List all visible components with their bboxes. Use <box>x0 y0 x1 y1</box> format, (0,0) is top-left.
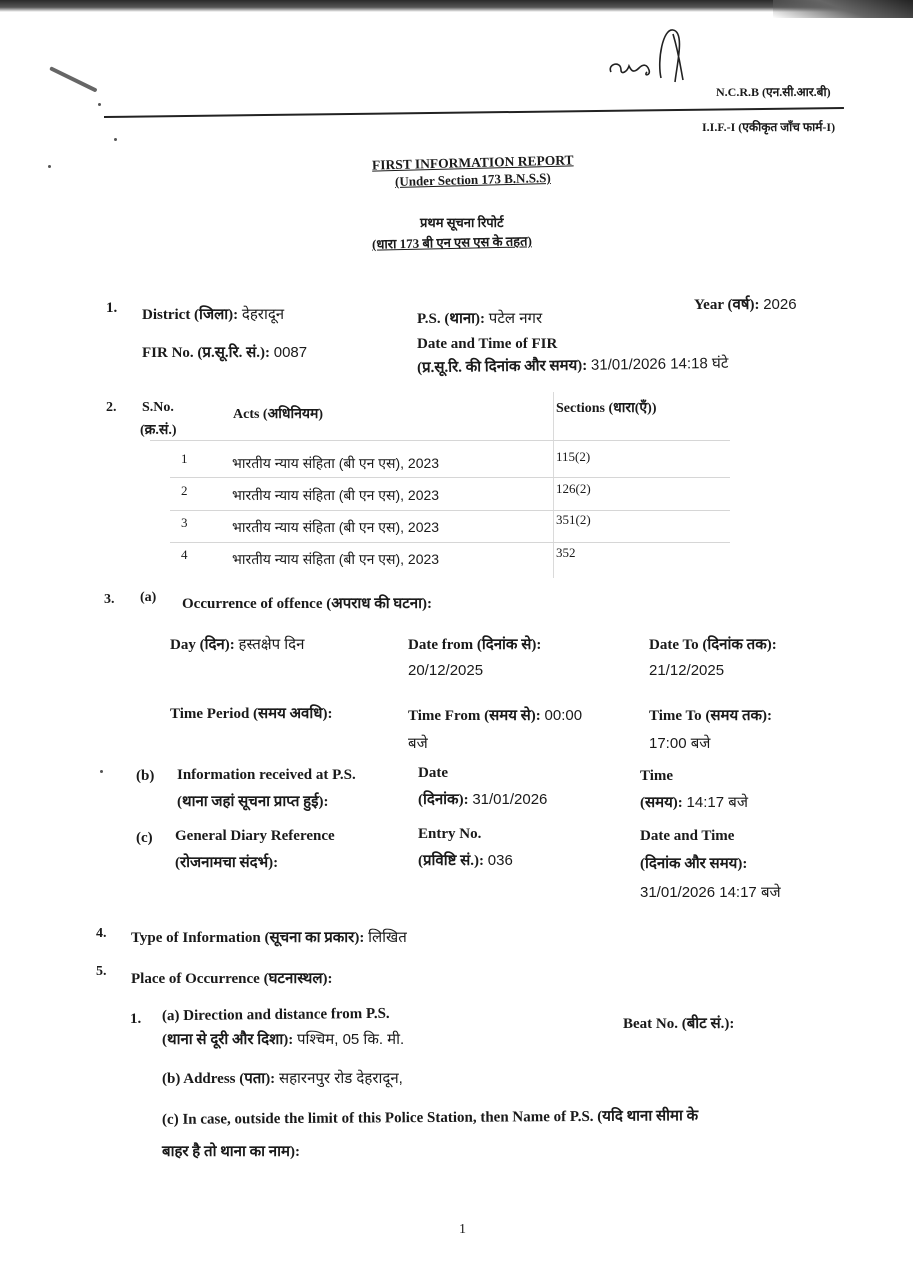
place-sub-number: 1. <box>130 1011 142 1027</box>
fir-datetime-label-en: Date and Time of FIR <box>417 336 558 352</box>
time-period-label: Time Period (समय अवधि): <box>170 706 333 722</box>
direction-label-en: (a) Direction and distance from P.S. <box>161 1005 390 1025</box>
photo-background-edge-right <box>773 0 913 18</box>
row-section: 115(2) <box>556 449 591 464</box>
section-number: 3. <box>104 592 115 607</box>
entry-no-label-hi: (प्रविष्टि सं.): <box>418 853 485 869</box>
subsection-c: (c) <box>136 830 153 846</box>
direction-field <box>162 1029 404 1049</box>
year-value: 2026 <box>763 296 797 313</box>
section-number: 4. <box>96 926 107 941</box>
row-sno: 4 <box>181 547 188 562</box>
time-from-field <box>408 705 582 725</box>
address-field <box>162 1068 403 1088</box>
received-time-label-en: Time <box>640 768 674 784</box>
table-divider <box>170 510 730 511</box>
time-from-label: Time From (समय से): <box>408 708 541 724</box>
time-from-suffix: बजे <box>408 735 428 752</box>
district-field <box>142 304 284 324</box>
received-date-field <box>418 789 547 809</box>
gd-datetime-label-hi: (दिनांक और समय): <box>640 856 748 872</box>
subsection-a: (a) <box>140 590 157 605</box>
day-field <box>170 634 304 654</box>
header-divider <box>104 107 844 118</box>
gd-datetime-value: 31/01/2026 14:17 बजे <box>640 884 781 901</box>
table-divider <box>170 477 730 478</box>
received-date-label-en: Date <box>418 765 448 781</box>
ncrb-label: N.C.R.B (एन.सी.आर.बी) <box>716 85 831 99</box>
report-title-hindi: प्रथम सूचना रिपोर्ट <box>420 215 504 230</box>
entry-no-value: 036 <box>487 852 513 869</box>
entry-no-field <box>418 850 513 870</box>
speck <box>100 770 103 773</box>
row-section: 126(2) <box>556 481 591 496</box>
address-value: सहारनपुर रोड देहरादून, <box>278 1070 403 1087</box>
speck <box>114 138 117 141</box>
address-label: (b) Address (पता): <box>162 1071 276 1087</box>
date-to-value: 21/12/2025 <box>649 662 725 679</box>
fir-number-label: FIR No. (प्र.सू.रि. सं.): <box>142 345 270 361</box>
row-act: भारतीय न्याय संहिता (बी एन एस), 2023 <box>232 487 440 503</box>
direction-label-hi: (थाना से दूरी और दिशा): <box>162 1032 294 1048</box>
section-number: 5. <box>96 964 107 979</box>
gd-reference-label-hi: (रोजनामचा संदर्भ): <box>175 855 279 871</box>
section-number: 1. <box>106 300 118 316</box>
pen-mark <box>49 66 97 92</box>
page-number: 1 <box>459 1222 466 1237</box>
sections-header: Sections (धारा(एँ)) <box>556 401 657 416</box>
time-to-value: 17:00 बजे <box>649 735 711 752</box>
district-value: देहरादून <box>241 306 285 323</box>
sno-header-hindi: (क्र.सं.) <box>140 423 177 438</box>
gd-reference-label-en: General Diary Reference <box>175 828 335 844</box>
subsection-b: (b) <box>136 768 155 784</box>
row-section: 352 <box>556 545 576 560</box>
date-to-label: Date To (दिनांक तक): <box>649 637 777 653</box>
row-sno: 2 <box>181 483 188 498</box>
row-sno: 1 <box>181 451 188 466</box>
acts-header: Acts (अधिनियम) <box>233 407 324 422</box>
info-type-value: लिखित <box>368 929 407 946</box>
year-field <box>694 294 797 314</box>
fir-number-value: 0087 <box>273 344 308 361</box>
row-section: 351(2) <box>556 512 591 527</box>
report-subtitle: (Under Section 173 B.N.S.S) <box>394 169 551 190</box>
report-title: FIRST INFORMATION REPORT <box>371 152 574 173</box>
signature <box>603 20 703 90</box>
direction-value: पश्चिम, 05 कि. मी. <box>296 1031 405 1048</box>
speck <box>48 165 51 168</box>
outside-limit-label-cont: बाहर है तो थाना का नाम): <box>162 1144 300 1160</box>
table-divider <box>170 542 730 543</box>
row-act: भारतीय न्याय संहिता (बी एन एस), 2023 <box>232 519 440 535</box>
fir-datetime-label-hi: (प्र.सू.रि. की दिनांक और समय): <box>416 357 588 377</box>
year-label: Year (वर्ष): <box>694 297 760 313</box>
gd-datetime-label-en: Date and Time <box>640 828 735 844</box>
time-from-value: 00:00 <box>544 707 583 724</box>
date-from-value: 20/12/2025 <box>408 662 484 679</box>
fir-datetime-field <box>417 353 729 377</box>
entry-no-label-en: Entry No. <box>418 826 482 842</box>
date-from-label: Date from (दिनांक से): <box>408 637 542 653</box>
occurrence-label: Occurrence of offence (अपराध की घटना): <box>182 596 432 612</box>
row-act: भारतीय न्याय संहिता (बी एन एस), 2023 <box>232 455 440 471</box>
table-divider <box>150 440 730 441</box>
speck <box>98 103 101 106</box>
day-label: Day (दिन): <box>170 637 235 653</box>
iif-label: I.I.F.-I (एकीकृत जाँच फार्म-I) <box>702 120 836 134</box>
received-time-field <box>640 792 748 812</box>
police-station-field <box>417 308 542 328</box>
beat-no-label: Beat No. (बीट सं.): <box>623 1016 735 1032</box>
report-subtitle-hindi: (धारा 173 बी एन एस एस के तहत) <box>371 233 532 252</box>
place-of-occurrence-label: Place of Occurrence (घटनास्थल): <box>131 971 333 987</box>
received-time-label-hi: (समय): <box>640 795 683 811</box>
info-type-field <box>131 927 407 947</box>
police-station-value: पटेल नगर <box>488 310 543 327</box>
fir-number-field <box>142 342 307 362</box>
section-number: 2. <box>106 400 117 415</box>
row-sno: 3 <box>181 515 188 530</box>
district-label: District (जिला): <box>142 307 239 323</box>
time-to-label: Time To (समय तक): <box>649 708 773 724</box>
fir-datetime-value: 31/01/2026 14:18 घंटे <box>590 354 729 374</box>
received-time-value: 14:17 बजे <box>686 794 748 811</box>
info-type-label: Type of Information (सूचना का प्रकार): <box>131 930 365 946</box>
outside-limit-label: (c) In case, outside the limit of this Police Station, then Name of P.S. (यदि थाना सीमा के <box>161 1108 699 1128</box>
police-station-label: P.S. (थाना): <box>417 311 486 327</box>
row-act: भारतीय न्याय संहिता (बी एन एस), 2023 <box>232 551 440 567</box>
table-divider <box>553 392 554 578</box>
received-date-value: 31/01/2026 <box>472 791 548 808</box>
sno-header: S.No. <box>142 400 174 415</box>
info-received-label-hi: (थाना जहां सूचना प्राप्त हुई): <box>177 794 329 810</box>
received-date-label-hi: (दिनांक): <box>418 792 469 808</box>
info-received-label-en: Information received at P.S. <box>177 767 356 783</box>
day-value: हस्तक्षेप दिन <box>238 636 305 653</box>
